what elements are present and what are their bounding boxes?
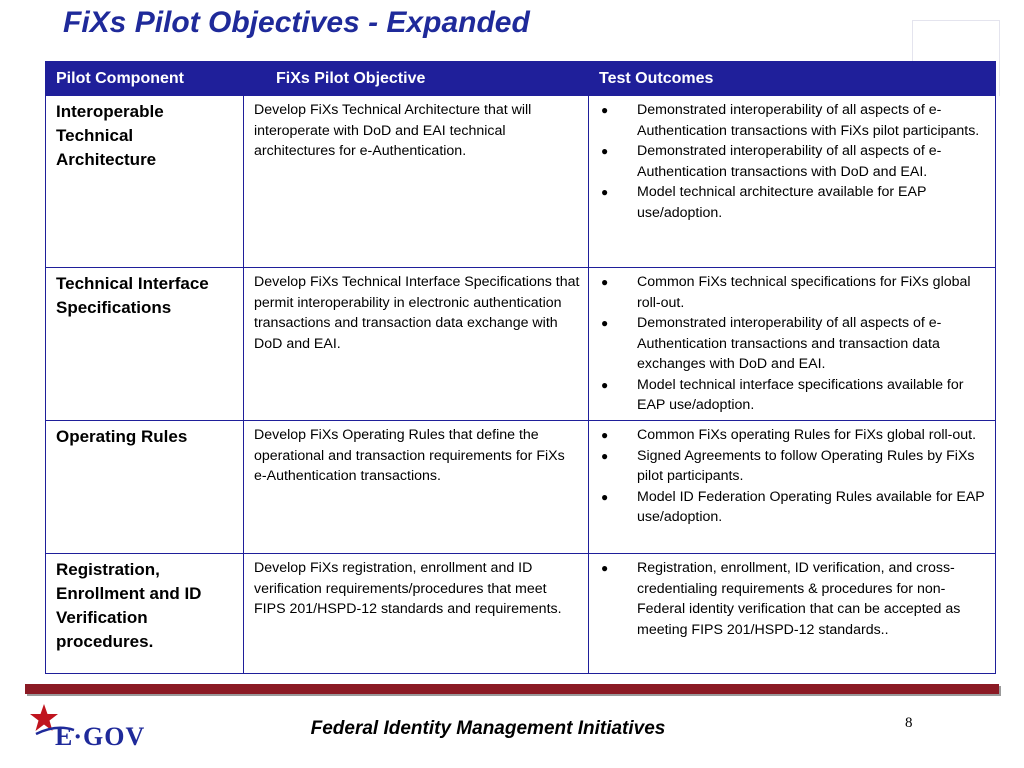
bullet-icon: ● xyxy=(601,561,609,575)
pilot-objective-cell: Develop FiXs registration, enrollment and ID verification requirements/procedures that meet FIPS 201/HSPD-12 standards and requirements. xyxy=(244,554,589,674)
outcome-item: ● Model ID Federation Operating Rules available for EAP use/adoption. xyxy=(601,488,985,525)
table-row xyxy=(46,421,996,554)
pilot-component-cell: Operating Rules xyxy=(46,421,244,554)
bullet-icon: ● xyxy=(601,185,609,199)
bullet-icon: ● xyxy=(601,144,609,158)
table-header-row xyxy=(46,62,996,96)
bullet-icon: ● xyxy=(601,103,609,117)
table-row xyxy=(46,554,996,674)
outcomes-list xyxy=(599,558,987,640)
bullet-icon: ● xyxy=(601,489,609,504)
header-pilot-component: Pilot Component xyxy=(46,62,244,96)
test-outcomes-cell xyxy=(589,96,996,268)
outcome-item: ● Demonstrated interoperability of all aspects of e-Authentication transactions and transaction data exchanges with DoD and EAI. xyxy=(601,315,942,372)
pilot-objective-cell: Develop FiXs Technical Architecture that will interoperate with DoD and EAI technical architectures for e-Authentication. xyxy=(244,96,589,268)
header-test-outcomes: Test Outcomes xyxy=(589,62,996,96)
footer-title: Federal Identity Management Initiatives xyxy=(310,718,666,739)
slide-title: FiXs Pilot Objectives - Expanded xyxy=(63,6,530,39)
outcome-item: ● Common FiXs operating Rules for FiXs global roll-out. xyxy=(599,425,987,446)
outcomes-list xyxy=(599,100,987,223)
outcome-item: ● Signed Agreements to follow Operating Rules by FiXs pilot participants. xyxy=(601,447,975,484)
bullet-icon: ● xyxy=(601,448,609,463)
outcomes-list xyxy=(599,425,987,528)
pilot-component-cell: Registration, Enrollment and ID Verification procedures. xyxy=(46,554,244,674)
outcomes-list xyxy=(599,272,987,416)
table-row xyxy=(46,268,996,421)
test-outcomes-cell xyxy=(589,268,996,421)
outcome-item: ● Demonstrated interoperability of all aspects of e-Authentication transactions with DoD and EAI. xyxy=(601,143,942,180)
outcome-item: ● Registration, enrollment, ID verification, and cross-credentialing requirements & procedures for non-Federal identity verification that can be accepted as meeting FIPS 201/HSPD-12 standards.. xyxy=(601,560,961,638)
footer-divider-bar xyxy=(25,684,999,694)
header-pilot-objective: FiXs Pilot Objective xyxy=(244,62,589,96)
objectives-table xyxy=(45,61,996,674)
test-outcomes-cell xyxy=(589,421,996,554)
pilot-objective-cell: Develop FiXs Operating Rules that define the operational and transaction requirements for FiXs e-Authentication transactions. xyxy=(244,421,589,554)
table-row xyxy=(46,96,996,268)
outcome-item: ● Demonstrated interoperability of all aspects of e-Authentication transactions with FiXs pilot participants. xyxy=(601,102,980,139)
page-number: 8 xyxy=(905,715,913,731)
outcome-item: ● Model technical interface specifications available for EAP use/adoption. xyxy=(601,376,964,413)
pilot-component-cell: Technical Interface Specifications xyxy=(46,268,244,421)
bullet-icon: ● xyxy=(601,316,609,330)
pilot-objective-cell: Develop FiXs Technical Interface Specifications that permit interoperability in electronic authentication transactions and transaction data exchange with DoD and EAI. xyxy=(244,268,589,421)
bullet-icon: ● xyxy=(601,377,609,392)
egov-logo-text: E·GOV xyxy=(55,722,146,751)
pilot-component-cell: Interoperable Technical Architecture xyxy=(46,96,244,268)
bullet-icon: ● xyxy=(601,428,609,442)
bullet-icon: ● xyxy=(601,275,609,289)
outcome-item: ● Model technical architecture available for EAP use/adoption. xyxy=(601,184,927,221)
test-outcomes-cell xyxy=(589,554,996,674)
outcome-item: ● Common FiXs technical specifications for FiXs global roll-out. xyxy=(601,274,971,311)
